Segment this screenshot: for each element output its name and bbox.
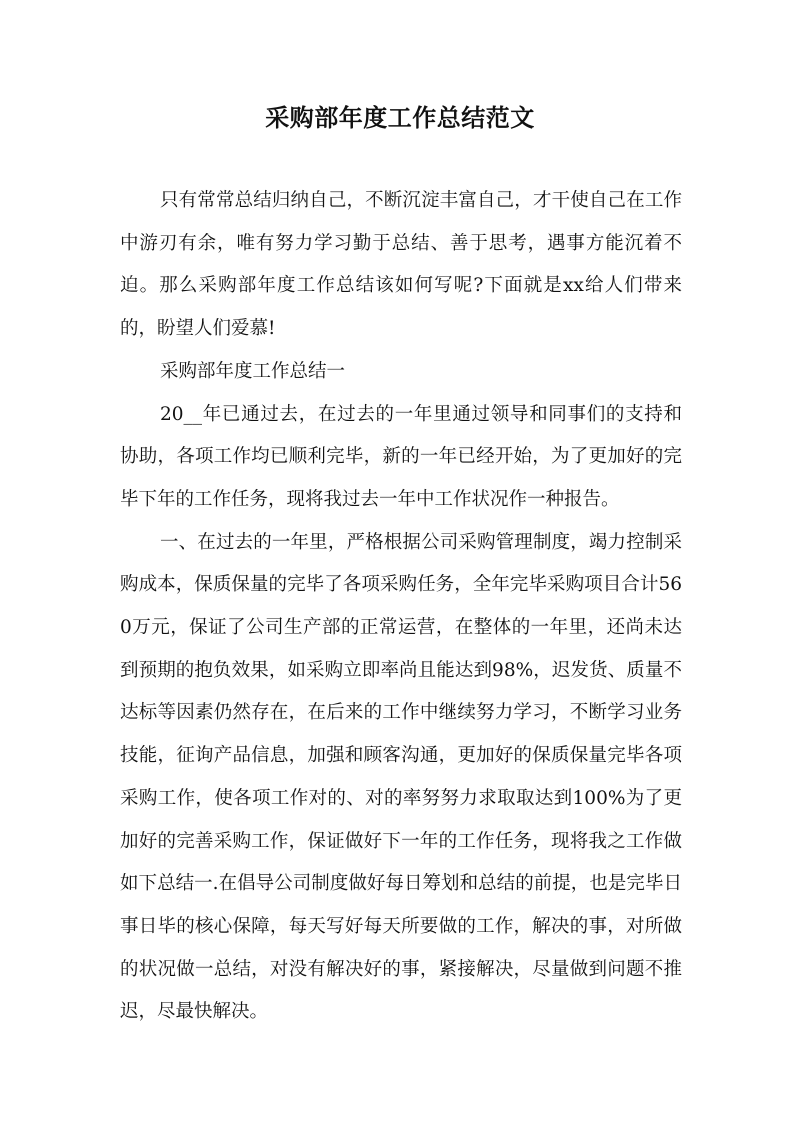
body-paragraph: 20__年已通过去，在过去的一年里通过领导和同事们的支持和协助，各项工作均已顺利完毕，新的一年已经开始，为了更加好的完毕下年的工作任务，现将我过去一年中工作状况作一种报告。 [120, 403, 682, 510]
section-heading: 采购部年度工作总结一 [160, 360, 346, 382]
document-title: 采购部年度工作总结范文 [265, 103, 535, 132]
body-paragraph: 一、在过去的一年里，严格根据公司采购管理制度，竭力控制采购成本，保质保量的完毕了各项采购任务，全年完毕采购项目合计560万元，保证了公司生产部的正常运营，在整体的一年里，还尚未达到预期的抱负效果，如采购立即率尚且能达到98%，迟发货、质量不达标等因素仍然存在，在后来的工作中继续努力学习，不断学习业务技能，征询产品信息，加强和顾客沟通，更加好的保质保量完毕各项采购工作，使各项工作对的、对的率努努力求取取达到100%为了更加好的完善采购工作，保证做好下一年的工作任务，现将我之工作做如下总结一.在倡导公司制度做好每日筹划和总结的前提，也是完毕日事日毕的核心保障，每天写好每天所要做的工作，解决的事，对所做的状况做一总结，对没有解决好的事，紧接解决，尽量做到问题不推迟，尽最快解决。 [120, 531, 682, 1023]
intro-paragraph: 只有常常总结归纳自己，不断沉淀丰富自己，才干使自己在工作中游刃有余，唯有努力学习勤于总结、善于思考，遇事方能沉着不迫。那么采购部年度工作总结该如何写呢?下面就是xx给人们带来的，盼望人们爱慕! [120, 190, 682, 340]
document-body [120, 180, 682, 1034]
